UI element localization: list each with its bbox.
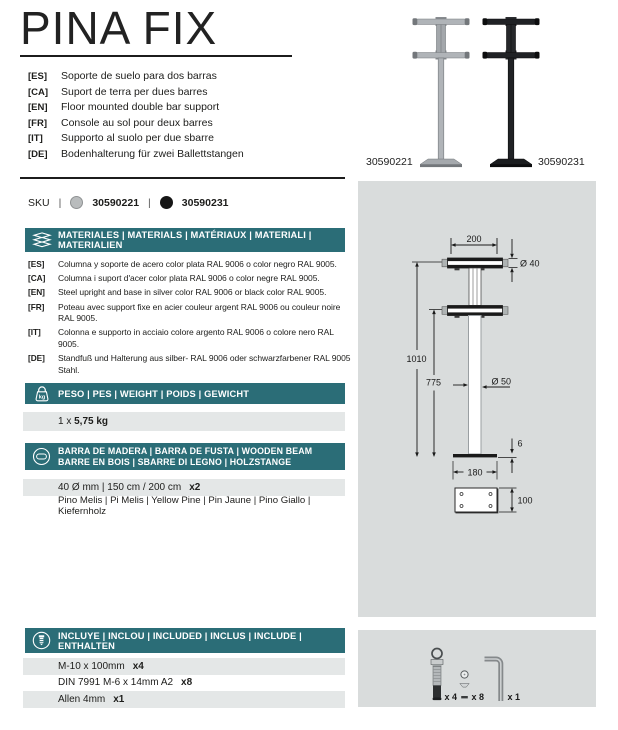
- includes-row: [23, 691, 345, 708]
- materials-text: Columna i suport d'acer color plata RAL 9006 o color negre RAL 9005.: [58, 273, 320, 284]
- lang-label: [CA]: [28, 86, 49, 98]
- materials-row: [28, 259, 358, 271]
- beam-size-row: [23, 479, 345, 496]
- materials-text: Poteau avec support fixe en acier couleur argent RAL 9006 ou couleur noire: [58, 301, 341, 312]
- weight-icon: [25, 385, 58, 403]
- dim-plate-depth: 100: [517, 495, 533, 506]
- materials-row: [28, 287, 358, 299]
- description-text: Console au sol pour deux barres: [61, 116, 213, 129]
- beam-banner-line2: BARRE EN BOIS | SBARRE DI LEGNO | HOLZSTANGE: [58, 456, 292, 467]
- dim-post-diameter: Ø 50: [491, 376, 512, 387]
- beam-banner: [25, 443, 345, 470]
- page-title: PINA FIX: [20, 2, 218, 54]
- includes-item: M-10 x 100mm: [58, 660, 125, 672]
- description-text: Soporte de suelo para dos barras: [61, 70, 217, 82]
- materials-text: Steel upright and base in silver color RAL 9006 or black color RAL 9005.: [58, 287, 327, 298]
- materials-text: Columna y soporte de acero color plata RAL 9006 o color negro RAL 9005.: [58, 259, 337, 269]
- materials-text: Colonna e supporto in acciaio colore argento RAL 9006 o colore nero RAL: [58, 327, 334, 338]
- separator: |: [58, 196, 62, 209]
- materials-text: RAL 9005.: [58, 313, 98, 324]
- dim-total-height: 1010: [406, 354, 427, 364]
- beam-banner-line1: BARRA DE MADERA | BARRA DE FUSTA | WOODEN BEAM: [58, 446, 313, 456]
- description-row: [28, 100, 358, 116]
- lang-label: [IT]: [28, 133, 43, 145]
- countersunk-screw-qty: x 8: [471, 692, 485, 702]
- product-photo-silver: [406, 12, 476, 170]
- black-swatch-icon: [160, 196, 173, 209]
- dim-plate-width: 180: [467, 467, 483, 478]
- lang-label: [IT]: [28, 327, 41, 338]
- weight-banner: [25, 383, 345, 404]
- sku-row: [28, 196, 229, 209]
- description-row: [28, 85, 358, 101]
- photo-sku-silver: 30590221: [366, 156, 413, 168]
- lang-label: [DE]: [28, 148, 48, 160]
- lang-label: [FR]: [28, 301, 45, 312]
- anchor-bolt-icon: [431, 649, 443, 701]
- hardware-illustration: [358, 630, 596, 707]
- title-divider: [20, 55, 292, 57]
- description-row: [28, 116, 358, 132]
- weight-value-row: [23, 412, 345, 431]
- dim-plate-thickness: 6: [517, 438, 523, 449]
- description-text: Floor mounted double bar support: [61, 101, 220, 114]
- countersunk-screw-icon: [460, 671, 469, 699]
- description-text: Bodenhalterung für zwei Ballettstangen: [61, 147, 244, 160]
- includes-row: [23, 658, 345, 675]
- lang-label: [EN]: [28, 287, 45, 298]
- layers-icon: [25, 232, 58, 248]
- includes-qty: x4: [132, 660, 144, 672]
- lang-label: [DE]: [28, 353, 45, 364]
- includes-banner: [25, 628, 345, 653]
- lang-label: [ES]: [28, 259, 45, 269]
- beam-size-qty: x2: [189, 482, 201, 493]
- lang-label: [CA]: [28, 273, 46, 284]
- separator: |: [148, 196, 151, 209]
- materials-banner: [25, 228, 345, 252]
- beam-size: 40 Ø mm | 150 cm / 200 cm: [58, 482, 182, 493]
- description-row: [28, 69, 358, 85]
- allen-key-qty: x 1: [507, 692, 521, 702]
- hardware-panel: [358, 630, 596, 707]
- screw-icon: [25, 631, 58, 650]
- weight-prefix: 1 x: [58, 416, 72, 427]
- materials-banner-label: MATERIALES | MATERIALS | MATÉRIAUX | MATERIALI | MATERIALIEN: [58, 230, 312, 250]
- photo-sku-black: 30590231: [538, 156, 585, 168]
- includes-row: [23, 675, 345, 692]
- technical-drawing-panel: [358, 181, 596, 617]
- materials-text: 9005.: [58, 338, 80, 349]
- description-row: [28, 147, 358, 163]
- allen-key-icon: [485, 659, 501, 701]
- description-list: [28, 69, 358, 163]
- sku-code-black: 30590231: [181, 196, 229, 209]
- anchor-bolt-qty: x 4: [444, 692, 458, 702]
- wooden-beam-icon: [25, 447, 58, 466]
- sku-divider: [20, 177, 345, 179]
- sku-code-silver: 30590221: [92, 196, 140, 209]
- weight-banner-label: PESO | PES | WEIGHT | POIDS | GEWICHT: [58, 388, 250, 399]
- includes-banner-label: INCLUYE | INCLOU | INCLUDED | INCLUS | INCLUDE | ENTHALTEN: [58, 630, 302, 651]
- materials-list: [28, 259, 358, 379]
- silver-swatch-icon: [70, 196, 83, 209]
- sku-label: SKU: [28, 196, 50, 209]
- description-text: Suport de terra per dues barres: [61, 85, 208, 98]
- beam-woods: Pino Melis | Pi Melis | Yellow Pine | Pin Jaune | Pino Giallo | Kiefernholz: [58, 494, 311, 517]
- lang-label: [EN]: [28, 102, 48, 114]
- includes-qty: x1: [113, 693, 125, 705]
- description-row: [28, 131, 358, 147]
- includes-item: DIN 7991 M-6 x 14mm A2: [58, 677, 174, 689]
- description-text: Supporto al suolo per due sbarre: [61, 132, 214, 145]
- dim-bar-length: 200: [466, 234, 482, 244]
- materials-row: [28, 302, 358, 325]
- dim-bar-diameter: Ø 40: [520, 258, 540, 269]
- materials-text: Stahl.: [58, 364, 80, 375]
- materials-row: [28, 327, 358, 350]
- beam-woods-row: [23, 494, 345, 517]
- materials-text: Standfuß und Halterung aus silber- RAL 9006 oder schwarzfarbener RAL 9005: [58, 353, 351, 364]
- lang-label: [ES]: [28, 71, 47, 82]
- kg-icon-label: kg: [38, 393, 45, 400]
- includes-qty: x8: [181, 677, 193, 689]
- materials-row: [28, 353, 358, 376]
- includes-item: Allen 4mm: [58, 693, 106, 705]
- dim-lower-bar-height: 775: [425, 377, 442, 388]
- materials-row: [28, 273, 358, 285]
- weight-value: 5,75 kg: [74, 416, 109, 427]
- product-photo-black: [476, 12, 546, 170]
- lang-label: [FR]: [28, 117, 47, 129]
- dimension-drawing: [358, 181, 596, 617]
